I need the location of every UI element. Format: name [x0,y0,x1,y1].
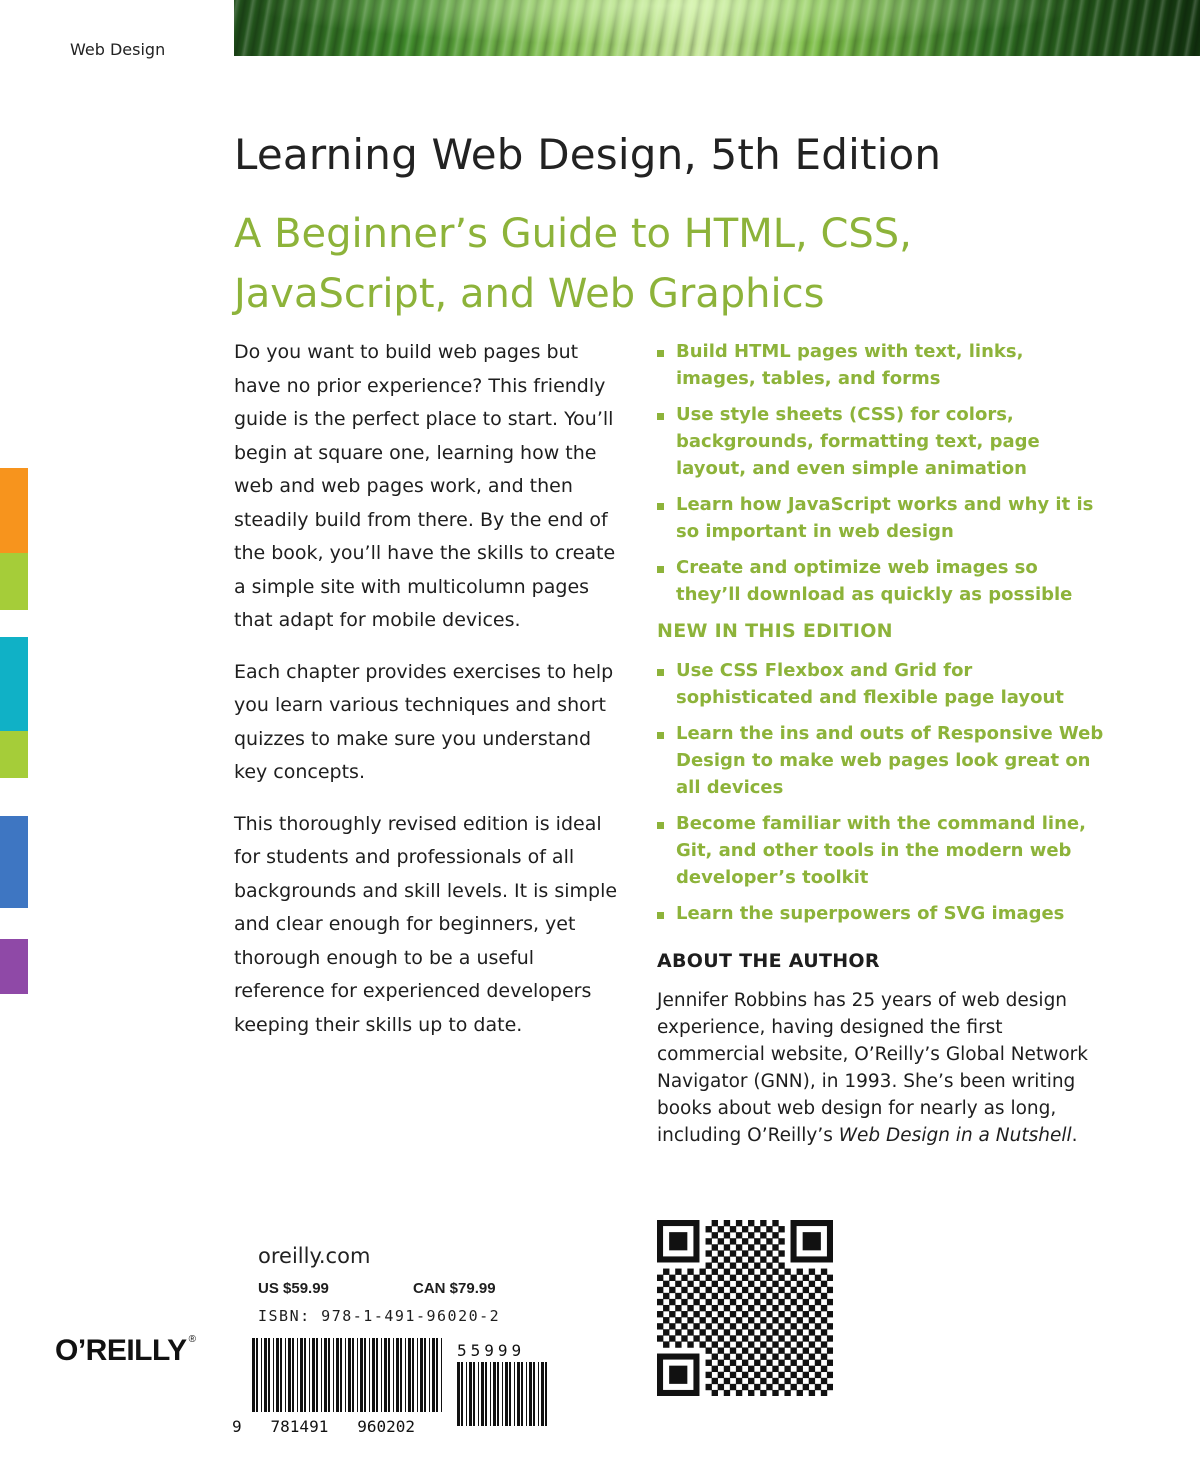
barcode-addon-digits: 55999 [457,1341,526,1360]
category-label: Web Design [70,40,166,59]
description-paragraph: Do you want to build web pages but have no prior experience? This friendly guide is the perfect place to start. You’ll begin at square one, learning how the web and web pages work, and then steadily build from there. By the end of the book, you’ll have the skills to create a simple site with multicolumn pages that adapt for mobile devices. [234,341,616,631]
publisher-name: O’REILLY [55,1334,187,1367]
new-feature-item: Use CSS Flexbox and Grid for sophisticated and flexible page layout [657,657,1107,711]
description-column [234,336,629,1060]
about-author-text [657,987,1107,1149]
color-tab-blue [0,816,28,908]
leaf-banner-image [234,0,1200,56]
color-tab-green-2 [0,731,28,778]
barcode-digits: 9 781491 960202 [232,1417,416,1436]
new-edition-heading: NEW IN THIS EDITION [657,620,893,642]
publisher-logo [55,1334,195,1368]
about-text-body: Jennifer Robbins has 25 years of web design experience, having designed the first commercial website, O’Reilly’s Global Network Navigator (GNN), in 1993. She’s been writing books about web design for nearly as long, including O’Reilly’s [657,990,1088,1146]
new-feature-list [657,657,1107,927]
color-tab-purple [0,939,28,994]
price-us: US $59.99 [258,1280,329,1297]
new-feature-item: Learn the ins and outs of Responsive Web Design to make web pages look great on all devices [657,720,1107,801]
features-column [657,338,1107,1149]
color-tab-green [0,553,28,610]
barcode-icon [232,1336,552,1436]
feature-item: Use style sheets (CSS) for colors, backgrounds, formatting text, page layout, and even simple animation [657,401,1107,482]
feature-item: Create and optimize web images so they’ll download as quickly as possible [657,554,1107,608]
color-tab-orange [0,468,28,553]
website-url: oreilly.com [258,1244,371,1268]
trademark-symbol: ® [188,1334,196,1345]
feature-item: Learn how JavaScript works and why it is so important in web design [657,491,1107,545]
about-book-title: Web Design in a Nutshell [838,1125,1072,1146]
book-subtitle: A Beginner’s Guide to HTML, CSS, JavaScript, and Web Graphics [234,211,912,317]
feature-item: Build HTML pages with text, links, images, tables, and forms [657,338,1107,392]
color-tab-teal [0,637,28,731]
about-text-end: . [1071,1125,1078,1146]
new-feature-item: Become familiar with the command line, Git, and other tools in the modern web developer’s toolkit [657,810,1107,891]
description-paragraph: This thoroughly revised edition is ideal for students and professionals of all backgrounds and skill levels. It is simple and clear enough for beginners, yet thorough enough to be a useful reference for experienced developers keeping their skills up to date. [234,812,618,1036]
isbn-number: ISBN: 978-1-491-96020-2 [258,1307,501,1325]
feature-list [657,338,1107,608]
about-author-heading: ABOUT THE AUTHOR [657,950,880,972]
book-title: Learning Web Design, 5th Edition [234,130,942,179]
price-can: CAN $79.99 [413,1280,496,1297]
description-paragraph: Each chapter provides exercises to help you learn various techniques and short quizzes to make sure you understand key concepts. [234,660,614,783]
new-feature-item: Learn the superpowers of SVG images [657,900,1107,927]
qr-code-icon [657,1220,833,1396]
